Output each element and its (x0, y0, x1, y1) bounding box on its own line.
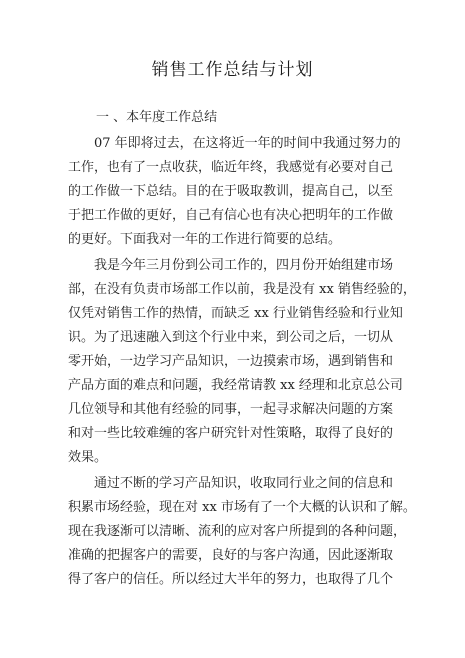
page-title: 销售工作总结与计划 (151, 60, 314, 80)
paragraph-line: 产品方面的难点和问题，我经常请教 xx 经理和北京总公司 (68, 378, 403, 393)
paragraph-line: 几位领导和其他有经验的同事，一起寻求解决问题的方案 (68, 402, 394, 417)
paragraph-line: 于把工作做的更好，自己有信心也有决心把明年的工作做 (68, 208, 394, 223)
paragraph-line: 现在我逐渐可以清晰、流利的应对客户所提到的各种问题， (68, 524, 407, 539)
paragraph-line: 07 年即将过去，在这将近一年的时间中我通过努力的 (94, 136, 401, 151)
paragraph-line: 的更好。下面我对一年的工作进行简要的总结。 (68, 232, 342, 247)
paragraph-line: 识。为了迅速融入到这个行业中来，到公司之后，一切从 (68, 330, 394, 345)
paragraph-line: 部，在没有负责市场部工作以前，我是没有 xx 销售经验的， (68, 282, 416, 297)
paragraph-line: 效果。 (68, 450, 108, 465)
paragraph-line: 和对一些比较难缠的客户研究针对性策略，取得了良好的 (68, 426, 394, 441)
paragraph-line: 通过不断的学习产品知识，收取同行业之间的信息和 (94, 476, 394, 491)
paragraph-line: 我是今年三月份到公司工作的，四月份开始组建市场 (94, 258, 394, 273)
section-heading: 一 、本年度工作总结 (96, 110, 218, 125)
paragraph-line: 工作，也有了一点收获，临近年终，我感觉有必要对自己 (68, 160, 394, 175)
paragraph-line: 积累市场经验，现在对 xx 市场有了一个大概的认识和了解。 (68, 500, 416, 515)
paragraph-line: 准确的把握客户的需要，良好的与客户沟通，因此逐渐取 (68, 548, 394, 563)
paragraph-line: 的工作做一下总结。目的在于吸取教训，提高自己，以至 (68, 184, 394, 199)
paragraph-line: 零开始，一边学习产品知识，一边摸索市场，遇到销售和 (68, 354, 394, 369)
paragraph-line: 仅凭对销售工作的热情，而缺乏 xx 行业销售经验和行业知 (68, 306, 403, 321)
paragraph-line: 得了客户的信任。所以经过大半年的努力，也取得了几个 (68, 572, 394, 587)
